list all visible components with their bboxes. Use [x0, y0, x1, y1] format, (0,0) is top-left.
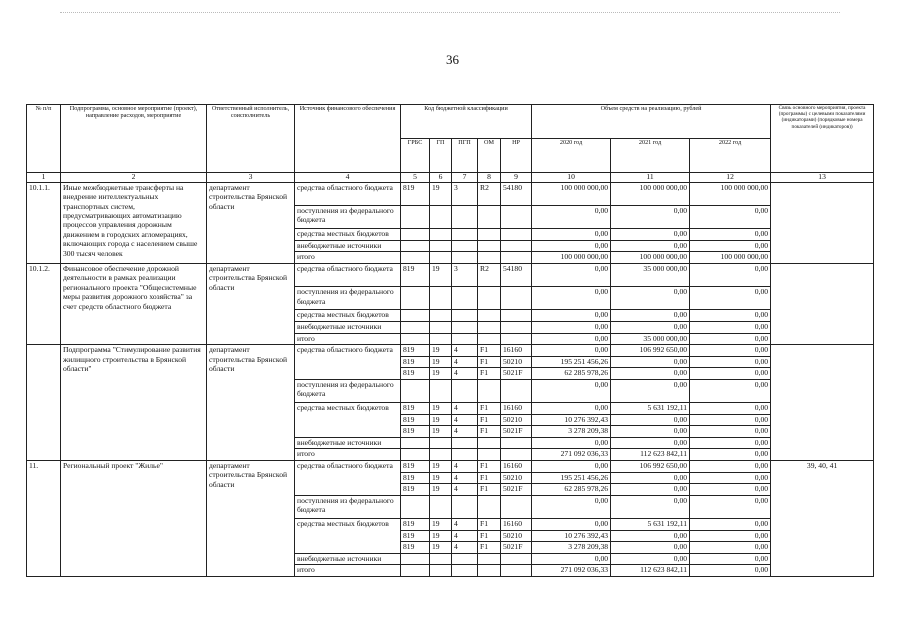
code-pgp [452, 495, 478, 518]
amount-2021: 0,00 [611, 240, 690, 252]
code-nr: 5021F [501, 542, 532, 554]
code-nr: 50210 [501, 356, 532, 368]
code-pgp [452, 240, 478, 252]
amount-2022: 0,00 [690, 229, 771, 241]
code-om [478, 205, 501, 228]
header-no: № п/п [27, 105, 61, 173]
amount-2020: 0,00 [532, 461, 611, 473]
measure-name: Иные межбюджетные трансферты на внедрение интеллектуальных транспортных систем, предусматривающих автоматизацию процессов управления дорожным движением в городских агломерациях, включающих города с населением свыше 300 тысяч человек [61, 182, 207, 263]
code-grbs [401, 437, 430, 449]
table-row [27, 263, 874, 286]
amount-2022: 0,00 [690, 205, 771, 228]
code-pgp [452, 379, 478, 402]
code-nr [501, 495, 532, 518]
amount-2020: 0,00 [532, 229, 611, 241]
code-pgp: 4 [452, 484, 478, 496]
code-nr: 5021F [501, 426, 532, 438]
code-pgp: 4 [452, 356, 478, 368]
amount-2020: 195 251 456,26 [532, 356, 611, 368]
col-number: 10 [532, 173, 611, 183]
row-number: 11. [27, 461, 61, 577]
code-nr: 50210 [501, 472, 532, 484]
code-pgp: 4 [452, 368, 478, 380]
code-nr: 5021F [501, 484, 532, 496]
code-grbs: 819 [401, 263, 430, 286]
code-om [478, 565, 501, 577]
amount-2020: 100 000 000,00 [532, 182, 611, 205]
amount-2021: 35 000 000,00 [611, 333, 690, 345]
table-row [27, 182, 874, 205]
code-pgp [452, 310, 478, 322]
code-gp: 19 [430, 461, 452, 473]
amount-2022: 0,00 [690, 345, 771, 357]
amount-2021: 0,00 [611, 379, 690, 402]
code-grbs: 819 [401, 403, 430, 415]
code-gp [430, 565, 452, 577]
code-om: R2 [478, 263, 501, 286]
code-om [478, 310, 501, 322]
code-pgp [452, 333, 478, 345]
amount-2021: 0,00 [611, 321, 690, 333]
code-om [478, 495, 501, 518]
code-gp [430, 449, 452, 461]
amount-2021: 0,00 [611, 229, 690, 241]
code-om [478, 252, 501, 264]
header-executor: Ответственный исполнитель, соисполнитель [207, 105, 295, 173]
code-gp: 19 [430, 345, 452, 357]
executor: департамент строительства Брянской области [207, 263, 295, 344]
code-pgp: 3 [452, 263, 478, 286]
funding-source: средства местных бюджетов [295, 403, 401, 438]
indicator-link [771, 182, 874, 263]
code-gp: 19 [430, 472, 452, 484]
amount-2022: 0,00 [690, 426, 771, 438]
table-row [27, 461, 874, 473]
amount-2020: 195 251 456,26 [532, 472, 611, 484]
code-grbs: 819 [401, 345, 430, 357]
code-grbs [401, 321, 430, 333]
amount-2022: 0,00 [690, 287, 771, 310]
code-pgp: 4 [452, 403, 478, 415]
code-nr [501, 379, 532, 402]
amount-2020: 0,00 [532, 345, 611, 357]
amount-2021: 0,00 [611, 205, 690, 228]
code-grbs [401, 229, 430, 241]
amount-2022: 0,00 [690, 333, 771, 345]
code-grbs [401, 333, 430, 345]
amount-2022: 0,00 [690, 310, 771, 322]
funding-source: средства областного бюджета [295, 182, 401, 205]
code-nr [501, 252, 532, 264]
code-nr: 5021F [501, 368, 532, 380]
funding-source: средства областного бюджета [295, 345, 401, 380]
code-om: F1 [478, 403, 501, 415]
code-om: F1 [478, 542, 501, 554]
col-number: 4 [295, 173, 401, 183]
code-nr: 16160 [501, 345, 532, 357]
header-om: ОМ [478, 139, 501, 173]
code-pgp: 4 [452, 426, 478, 438]
amount-2020: 10 276 392,43 [532, 530, 611, 542]
code-om: F1 [478, 484, 501, 496]
funding-source: итого [295, 449, 401, 461]
amount-2021: 0,00 [611, 287, 690, 310]
col-number: 6 [430, 173, 452, 183]
code-om: F1 [478, 530, 501, 542]
amount-2021: 0,00 [611, 414, 690, 426]
code-nr: 16160 [501, 461, 532, 473]
code-nr [501, 240, 532, 252]
funding-source: поступления из федерального бюджета [295, 287, 401, 310]
executor: департамент строительства Брянской области [207, 345, 295, 461]
code-pgp [452, 287, 478, 310]
code-gp: 19 [430, 530, 452, 542]
row-number: 10.1.1. [27, 182, 61, 263]
amount-2020: 0,00 [532, 263, 611, 286]
amount-2022: 0,00 [690, 542, 771, 554]
funding-source: поступления из федерального бюджета [295, 495, 401, 518]
col-number: 1 [27, 173, 61, 183]
amount-2020: 0,00 [532, 287, 611, 310]
code-gp [430, 437, 452, 449]
code-om [478, 287, 501, 310]
code-gp: 19 [430, 356, 452, 368]
code-pgp: 4 [452, 414, 478, 426]
code-om [478, 437, 501, 449]
amount-2021: 0,00 [611, 542, 690, 554]
col-number: 8 [478, 173, 501, 183]
amount-2021: 0,00 [611, 553, 690, 565]
amount-2022: 0,00 [690, 240, 771, 252]
code-nr [501, 229, 532, 241]
amount-2020: 0,00 [532, 519, 611, 531]
code-gp [430, 379, 452, 402]
code-om: F1 [478, 368, 501, 380]
amount-2020: 0,00 [532, 205, 611, 228]
code-gp [430, 333, 452, 345]
funding-source: внебюджетные источники [295, 321, 401, 333]
code-grbs: 819 [401, 519, 430, 531]
header-indicator-link: Связь основного мероприятия, проекта (программы) с целевыми показателями (индикаторами) (порядковые номера показателей (индикаторов)) [771, 105, 874, 173]
code-om [478, 449, 501, 461]
funding-source: итого [295, 252, 401, 264]
amount-2022: 0,00 [690, 368, 771, 380]
funding-source: внебюджетные источники [295, 240, 401, 252]
code-grbs [401, 252, 430, 264]
indicator-link [771, 345, 874, 461]
code-grbs: 819 [401, 461, 430, 473]
code-grbs [401, 287, 430, 310]
indicator-link: 39, 40, 41 [771, 461, 874, 577]
funding-source: средства местных бюджетов [295, 310, 401, 322]
code-om [478, 240, 501, 252]
amount-2020: 0,00 [532, 240, 611, 252]
code-gp: 19 [430, 519, 452, 531]
amount-2020: 0,00 [532, 437, 611, 449]
amount-2020: 0,00 [532, 495, 611, 518]
code-pgp [452, 252, 478, 264]
amount-2021: 100 000 000,00 [611, 252, 690, 264]
code-pgp: 4 [452, 461, 478, 473]
amount-2020: 62 285 978,26 [532, 368, 611, 380]
funding-source: поступления из федерального бюджета [295, 379, 401, 402]
amount-2022: 0,00 [690, 263, 771, 286]
code-grbs [401, 565, 430, 577]
col-number: 7 [452, 173, 478, 183]
code-grbs: 819 [401, 530, 430, 542]
code-nr [501, 310, 532, 322]
code-pgp: 4 [452, 519, 478, 531]
amount-2022: 0,00 [690, 461, 771, 473]
amount-2022: 0,00 [690, 414, 771, 426]
amount-2020: 0,00 [532, 403, 611, 415]
code-om [478, 229, 501, 241]
code-nr: 54180 [501, 263, 532, 286]
amount-2021: 5 631 192,11 [611, 403, 690, 415]
funding-source: средства областного бюджета [295, 263, 401, 286]
code-grbs [401, 379, 430, 402]
code-grbs [401, 495, 430, 518]
code-om: F1 [478, 345, 501, 357]
amount-2022: 0,00 [690, 519, 771, 531]
code-pgp [452, 205, 478, 228]
code-nr: 16160 [501, 519, 532, 531]
amount-2020: 271 092 036,33 [532, 449, 611, 461]
amount-2020: 0,00 [532, 321, 611, 333]
amount-2021: 0,00 [611, 356, 690, 368]
col-number: 12 [690, 173, 771, 183]
code-nr: 50210 [501, 530, 532, 542]
code-gp: 19 [430, 542, 452, 554]
code-nr [501, 205, 532, 228]
funding-source: итого [295, 333, 401, 345]
code-pgp [452, 449, 478, 461]
budget-table [26, 104, 874, 577]
table-row [27, 345, 874, 357]
code-gp: 19 [430, 368, 452, 380]
code-gp [430, 310, 452, 322]
col-number: 5 [401, 173, 430, 183]
funding-source: поступления из федерального бюджета [295, 205, 401, 228]
amount-2021: 0,00 [611, 437, 690, 449]
amount-2021: 5 631 192,11 [611, 519, 690, 531]
code-pgp [452, 553, 478, 565]
row-number [27, 345, 61, 461]
amount-2021: 0,00 [611, 310, 690, 322]
measure-name: Финансовое обеспечение дорожной деятельности в рамках реализации регионального проекта "Общесистемные меры развития дорожного хозяйства" за счет средств областного бюджета [61, 263, 207, 344]
amount-2022: 0,00 [690, 484, 771, 496]
amount-2020: 271 092 036,33 [532, 565, 611, 577]
code-gp [430, 229, 452, 241]
indicator-link [771, 263, 874, 344]
code-grbs: 819 [401, 368, 430, 380]
amount-2020: 100 000 000,00 [532, 252, 611, 264]
amount-2021: 35 000 000,00 [611, 263, 690, 286]
scan-artifact-line [60, 12, 840, 13]
code-grbs [401, 240, 430, 252]
executor: департамент строительства Брянской области [207, 182, 295, 263]
code-grbs: 819 [401, 542, 430, 554]
code-grbs: 819 [401, 182, 430, 205]
code-gp [430, 321, 452, 333]
amount-2021: 0,00 [611, 472, 690, 484]
amount-2022: 0,00 [690, 403, 771, 415]
code-nr [501, 333, 532, 345]
code-grbs: 819 [401, 472, 430, 484]
amount-2021: 112 623 842,11 [611, 565, 690, 577]
code-om: R2 [478, 182, 501, 205]
amount-2020: 62 285 978,26 [532, 484, 611, 496]
funding-source: средства местных бюджетов [295, 229, 401, 241]
code-nr: 54180 [501, 182, 532, 205]
code-pgp [452, 565, 478, 577]
code-gp [430, 252, 452, 264]
amount-2020: 10 276 392,43 [532, 414, 611, 426]
code-pgp [452, 321, 478, 333]
code-pgp [452, 437, 478, 449]
code-om [478, 379, 501, 402]
code-om: F1 [478, 414, 501, 426]
code-om [478, 333, 501, 345]
header-nr: НР [501, 139, 532, 173]
col-number: 3 [207, 173, 295, 183]
funding-source: итого [295, 565, 401, 577]
amount-2020: 0,00 [532, 379, 611, 402]
table-body [27, 182, 874, 576]
code-nr [501, 553, 532, 565]
code-om: F1 [478, 426, 501, 438]
header-subprogram: Подпрограмма, основное мероприятие (проект), направление расходов, мероприятие [61, 105, 207, 173]
code-om [478, 553, 501, 565]
header-source: Источник финансового обеспечения [295, 105, 401, 173]
amount-2021: 0,00 [611, 530, 690, 542]
amount-2022: 0,00 [690, 495, 771, 518]
code-gp [430, 287, 452, 310]
code-gp [430, 205, 452, 228]
amount-2021: 0,00 [611, 426, 690, 438]
code-nr: 16160 [501, 403, 532, 415]
code-nr [501, 321, 532, 333]
col-number: 13 [771, 173, 874, 183]
code-gp: 19 [430, 182, 452, 205]
code-nr [501, 437, 532, 449]
header-gp: ГП [430, 139, 452, 173]
code-nr [501, 565, 532, 577]
amount-2020: 0,00 [532, 553, 611, 565]
header-grbs: ГРБС [401, 139, 430, 173]
code-pgp [452, 229, 478, 241]
code-gp [430, 240, 452, 252]
funding-source: средства областного бюджета [295, 461, 401, 496]
header-2022: 2022 год [690, 139, 771, 173]
code-pgp: 4 [452, 542, 478, 554]
code-gp: 19 [430, 403, 452, 415]
amount-2022: 0,00 [690, 449, 771, 461]
code-gp: 19 [430, 484, 452, 496]
code-gp: 19 [430, 426, 452, 438]
funding-source: средства местных бюджетов [295, 519, 401, 554]
measure-name: Региональный проект "Жилье" [61, 461, 207, 577]
funding-source: внебюджетные источники [295, 437, 401, 449]
amount-2022: 0,00 [690, 472, 771, 484]
amount-2021: 106 992 650,00 [611, 461, 690, 473]
amount-2022: 100 000 000,00 [690, 182, 771, 205]
funding-source: внебюджетные источники [295, 553, 401, 565]
code-grbs [401, 205, 430, 228]
code-grbs: 819 [401, 356, 430, 368]
amount-2022: 0,00 [690, 437, 771, 449]
amount-2022: 0,00 [690, 321, 771, 333]
code-pgp: 4 [452, 472, 478, 484]
header-2020: 2020 год [532, 139, 611, 173]
amount-2021: 0,00 [611, 484, 690, 496]
col-number: 9 [501, 173, 532, 183]
code-grbs: 819 [401, 426, 430, 438]
table-header [27, 105, 874, 183]
col-number: 11 [611, 173, 690, 183]
code-gp [430, 495, 452, 518]
header-budget-code: Код бюджетной классификации [401, 105, 532, 139]
page-number: 36 [446, 52, 459, 67]
code-nr [501, 449, 532, 461]
measure-name: Подпрограмма "Стимулирование развития жилищного строительства в Брянской области" [61, 345, 207, 461]
header-2021: 2021 год [611, 139, 690, 173]
code-gp: 19 [430, 263, 452, 286]
col-number: 2 [61, 173, 207, 183]
code-pgp: 4 [452, 345, 478, 357]
header-volume: Объем средств на реализацию, рублей [532, 105, 771, 139]
code-nr: 50210 [501, 414, 532, 426]
amount-2020: 0,00 [532, 310, 611, 322]
header-pgp: ПГП [452, 139, 478, 173]
amount-2021: 0,00 [611, 495, 690, 518]
amount-2021: 100 000 000,00 [611, 182, 690, 205]
amount-2022: 100 000 000,00 [690, 252, 771, 264]
budget-table-wrapper [26, 104, 874, 577]
code-grbs: 819 [401, 414, 430, 426]
executor: департамент строительства Брянской области [207, 461, 295, 577]
code-om: F1 [478, 472, 501, 484]
amount-2022: 0,00 [690, 530, 771, 542]
amount-2020: 0,00 [532, 333, 611, 345]
column-numbers-row [27, 173, 874, 183]
code-gp [430, 553, 452, 565]
amount-2021: 106 992 650,00 [611, 345, 690, 357]
code-om: F1 [478, 461, 501, 473]
amount-2022: 0,00 [690, 553, 771, 565]
amount-2020: 3 278 209,38 [532, 542, 611, 554]
amount-2022: 0,00 [690, 565, 771, 577]
code-nr [501, 287, 532, 310]
amount-2021: 112 623 842,11 [611, 449, 690, 461]
amount-2022: 0,00 [690, 379, 771, 402]
amount-2021: 0,00 [611, 368, 690, 380]
code-om: F1 [478, 519, 501, 531]
amount-2022: 0,00 [690, 356, 771, 368]
code-om: F1 [478, 356, 501, 368]
amount-2020: 3 278 209,38 [532, 426, 611, 438]
code-grbs [401, 310, 430, 322]
code-grbs [401, 449, 430, 461]
code-grbs [401, 553, 430, 565]
code-grbs: 819 [401, 484, 430, 496]
row-number: 10.1.2. [27, 263, 61, 344]
code-pgp: 3 [452, 182, 478, 205]
code-pgp: 4 [452, 530, 478, 542]
code-om [478, 321, 501, 333]
code-gp: 19 [430, 414, 452, 426]
